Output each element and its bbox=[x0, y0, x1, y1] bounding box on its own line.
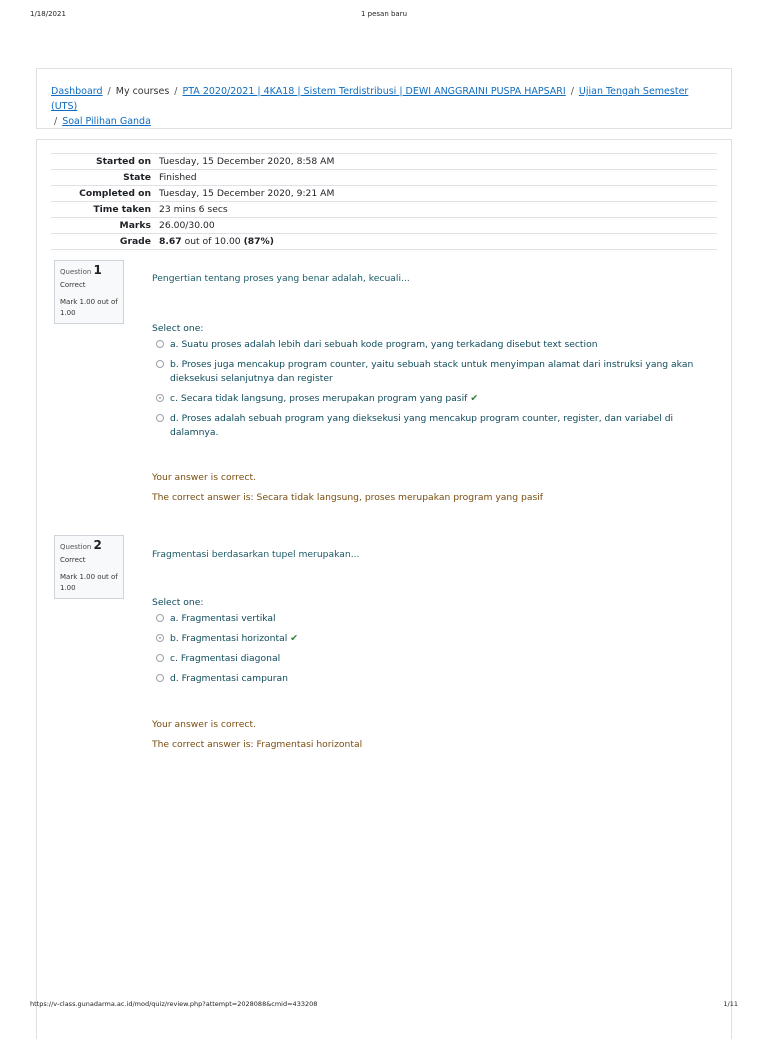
summary-label: Completed on bbox=[79, 188, 151, 199]
answer-feedback: Your answer is correct. bbox=[152, 472, 256, 483]
question-number bbox=[60, 538, 102, 552]
answer-option-b[interactable] bbox=[156, 358, 696, 386]
summary-value: 23 mins 6 secs bbox=[159, 204, 228, 215]
breadcrumb-separator: / bbox=[107, 86, 111, 97]
answer-option-d[interactable] bbox=[156, 412, 696, 440]
radio-button[interactable] bbox=[156, 674, 164, 682]
question-number-value: 2 bbox=[93, 538, 102, 552]
question-state: Correct bbox=[60, 556, 86, 564]
radio-button[interactable] bbox=[156, 360, 164, 368]
question-content-2 bbox=[152, 549, 712, 769]
print-header bbox=[30, 10, 738, 22]
summary-value: Tuesday, 15 December 2020, 9:21 AM bbox=[159, 188, 335, 199]
breadcrumb-separator: / bbox=[54, 116, 58, 127]
answer-option-c[interactable] bbox=[156, 392, 696, 406]
summary-grade-value bbox=[159, 234, 717, 250]
select-one-prompt: Select one: bbox=[152, 323, 204, 334]
question-number bbox=[60, 263, 102, 277]
summary-label: Grade bbox=[119, 236, 151, 247]
breadcrumb-separator: / bbox=[570, 86, 574, 97]
answer-option-label: c. Secara tidak langsung, proses merupakan program yang pasif bbox=[170, 393, 468, 404]
question-number-value: 1 bbox=[93, 263, 102, 277]
radio-button[interactable] bbox=[156, 654, 164, 662]
breadcrumb bbox=[36, 68, 732, 129]
summary-label: Time taken bbox=[93, 204, 151, 215]
summary-value: Tuesday, 15 December 2020, 8:58 AM bbox=[159, 156, 335, 167]
correct-answer-text: The correct answer is: Secara tidak langsung, proses merupakan program yang pasif bbox=[152, 492, 544, 503]
radio-button-checked[interactable] bbox=[156, 634, 164, 642]
grade-percent: (87%) bbox=[243, 236, 274, 247]
answer-option-label: b. Fragmentasi horizontal bbox=[170, 633, 288, 644]
radio-button-checked[interactable] bbox=[156, 394, 164, 402]
correct-check-icon: ✔ bbox=[470, 393, 479, 404]
attempt-summary-table bbox=[51, 153, 717, 250]
radio-button[interactable] bbox=[156, 340, 164, 348]
correct-answer-text: The correct answer is: Fragmentasi horizontal bbox=[152, 739, 363, 750]
answer-option-label: d. Proses adalah sebuah program yang dieksekusi yang mencakup program counter, register, dan variabel di dalamnya. bbox=[170, 413, 674, 438]
breadcrumb-quiz-link[interactable]: Soal Pilihan Ganda bbox=[62, 116, 151, 127]
question-info-2 bbox=[54, 535, 124, 599]
breadcrumb-section-link[interactable]: Ujian Tengah Semester (UTS) bbox=[51, 86, 689, 112]
print-footer bbox=[30, 1000, 738, 1010]
answer-option-a[interactable] bbox=[156, 612, 696, 626]
radio-button[interactable] bbox=[156, 614, 164, 622]
question-label: Question bbox=[60, 268, 92, 276]
answer-option-label: c. Fragmentasi diagonal bbox=[170, 653, 281, 664]
grade-out-of: out of 10.00 bbox=[181, 236, 244, 247]
question-mark: Mark 1.00 out of 1.00 bbox=[60, 298, 118, 317]
summary-row bbox=[51, 170, 717, 186]
correct-check-icon: ✔ bbox=[290, 633, 298, 644]
print-page-number: 1/11 bbox=[723, 1000, 738, 1008]
answer-option-label: a. Fragmentasi vertikal bbox=[170, 613, 276, 624]
question-state: Correct bbox=[60, 281, 86, 289]
summary-row bbox=[51, 154, 717, 170]
question-text: Fragmentasi berdasarkan tupel merupakan... bbox=[152, 549, 360, 560]
summary-value: Finished bbox=[159, 172, 197, 183]
answer-option-label-wrap bbox=[170, 392, 696, 406]
summary-label: Marks bbox=[119, 220, 151, 231]
answer-option-label: b. Proses juga mencakup program counter, yaitu sebuah stack untuk menyimpan alamat dari instruksi yang akan dieksekusi selanjutnya dan register bbox=[170, 359, 694, 384]
print-url: https://v-class.gunadarma.ac.id/mod/quiz/review.php?attempt=2028088&cmid=433208 bbox=[30, 1000, 318, 1008]
question-info-1 bbox=[54, 260, 124, 324]
print-title: 1 pesan baru bbox=[360, 10, 408, 18]
summary-row bbox=[51, 234, 717, 250]
summary-label: Started on bbox=[96, 156, 151, 167]
question-text: Pengertian tentang proses yang benar adalah, kecuali... bbox=[152, 273, 410, 284]
breadcrumb-separator: / bbox=[174, 86, 178, 97]
question-mark: Mark 1.00 out of 1.00 bbox=[60, 573, 118, 592]
grade-score: 8.67 bbox=[159, 236, 182, 247]
answer-feedback: Your answer is correct. bbox=[152, 719, 256, 730]
answer-option-label-wrap bbox=[170, 632, 696, 646]
question-label: Question bbox=[60, 543, 92, 551]
summary-row bbox=[51, 218, 717, 234]
answer-option-d[interactable] bbox=[156, 672, 696, 686]
breadcrumb-my-courses: My courses bbox=[115, 86, 170, 97]
answer-option-b[interactable] bbox=[156, 632, 696, 646]
answer-option-label: a. Suatu proses adalah lebih dari sebuah kode program, yang terkadang disebut text section bbox=[170, 339, 598, 350]
summary-value: 26.00/30.00 bbox=[159, 220, 215, 231]
select-one-prompt: Select one: bbox=[152, 597, 204, 608]
print-date: 1/18/2021 bbox=[30, 10, 66, 18]
answer-option-a[interactable] bbox=[156, 338, 696, 352]
question-content-1 bbox=[152, 273, 712, 513]
breadcrumb-course-link[interactable]: PTA 2020/2021 | 4KA18 | Sistem Terdistribusi | DEWI ANGGRAINI PUSPA HAPSARI bbox=[182, 86, 566, 97]
summary-row bbox=[51, 186, 717, 202]
summary-row bbox=[51, 202, 717, 218]
answer-option-label: d. Fragmentasi campuran bbox=[170, 673, 288, 684]
summary-label: State bbox=[123, 172, 151, 183]
answer-option-c[interactable] bbox=[156, 652, 696, 666]
quiz-review-region bbox=[36, 139, 732, 1039]
radio-button[interactable] bbox=[156, 414, 164, 422]
breadcrumb-dashboard-link[interactable]: Dashboard bbox=[51, 86, 103, 97]
